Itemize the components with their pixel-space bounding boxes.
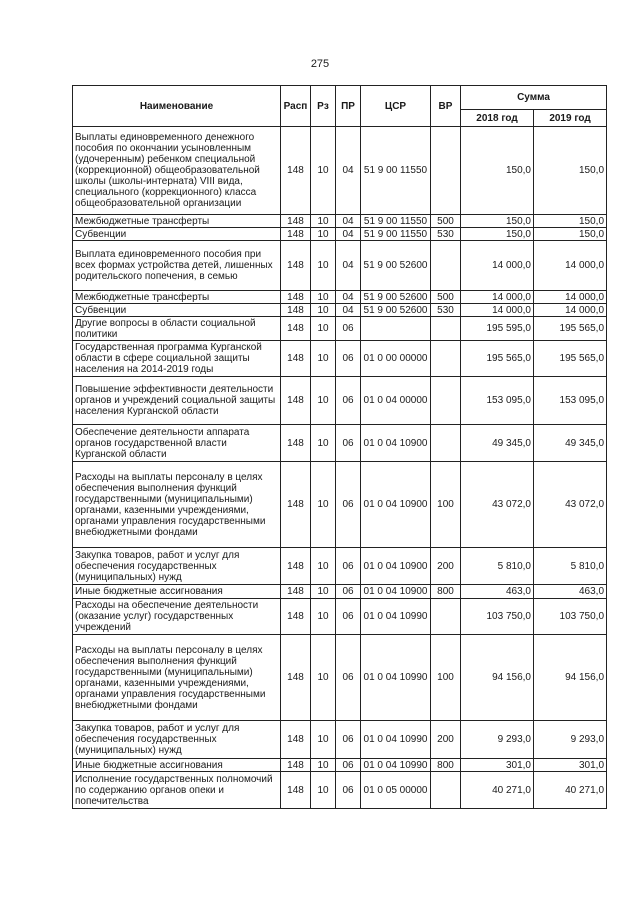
row-name: Государственная программа Курганской области в сфере социальной защиты населения на 2014-2019 годы	[73, 341, 281, 377]
row-rasp: 148	[281, 721, 311, 759]
row-rz: 10	[311, 462, 336, 548]
row-amount-2018: 9 293,0	[461, 721, 534, 759]
row-csr: 01 0 05 00000	[361, 772, 431, 809]
row-amount-2019: 14 000,0	[534, 291, 607, 304]
row-amount-2018: 150,0	[461, 127, 534, 215]
row-csr: 01 0 04 10900	[361, 425, 431, 462]
row-rz: 10	[311, 317, 336, 341]
row-csr: 01 0 04 10990	[361, 635, 431, 721]
row-csr: 51 9 00 52600	[361, 291, 431, 304]
table-row	[73, 317, 607, 341]
row-amount-2018: 301,0	[461, 759, 534, 772]
row-amount-2018: 43 072,0	[461, 462, 534, 548]
row-amount-2019: 301,0	[534, 759, 607, 772]
row-vr: 200	[431, 548, 461, 585]
row-rasp: 148	[281, 599, 311, 635]
row-amount-2018: 14 000,0	[461, 241, 534, 291]
table-row	[73, 635, 607, 721]
row-pr: 06	[336, 341, 361, 377]
row-rz: 10	[311, 635, 336, 721]
row-amount-2018: 5 810,0	[461, 548, 534, 585]
row-pr: 04	[336, 291, 361, 304]
row-pr: 06	[336, 599, 361, 635]
row-pr: 06	[336, 317, 361, 341]
row-rasp: 148	[281, 635, 311, 721]
row-name: Расходы на выплаты персоналу в целях обеспечения выполнения функций государственными (муниципальными) органами, казенными учреждениями, органами управления государственными внебюджетными фондами	[73, 635, 281, 721]
row-rasp: 148	[281, 772, 311, 809]
row-csr: 51 9 00 11550	[361, 127, 431, 215]
table-row	[73, 548, 607, 585]
row-rasp: 148	[281, 341, 311, 377]
table-row	[73, 721, 607, 759]
row-csr: 01 0 04 10900	[361, 462, 431, 548]
table-row	[73, 241, 607, 291]
row-vr: 800	[431, 759, 461, 772]
row-rz: 10	[311, 772, 336, 809]
row-csr: 01 0 04 10990	[361, 759, 431, 772]
row-csr: 01 0 04 10900	[361, 548, 431, 585]
row-rasp: 148	[281, 291, 311, 304]
row-rz: 10	[311, 241, 336, 291]
row-pr: 06	[336, 635, 361, 721]
row-rasp: 148	[281, 759, 311, 772]
row-pr: 06	[336, 462, 361, 548]
table-row	[73, 228, 607, 241]
row-vr	[431, 425, 461, 462]
row-csr: 01 0 04 10900	[361, 585, 431, 599]
row-vr: 530	[431, 304, 461, 317]
row-rz: 10	[311, 228, 336, 241]
row-name: Другие вопросы в области социальной политики	[73, 317, 281, 341]
row-amount-2019: 5 810,0	[534, 548, 607, 585]
row-vr: 100	[431, 462, 461, 548]
row-name: Межбюджетные трансферты	[73, 215, 281, 228]
table-row	[73, 599, 607, 635]
row-vr	[431, 241, 461, 291]
row-vr: 800	[431, 585, 461, 599]
row-amount-2019: 40 271,0	[534, 772, 607, 809]
row-amount-2019: 463,0	[534, 585, 607, 599]
row-amount-2018: 49 345,0	[461, 425, 534, 462]
row-rasp: 148	[281, 425, 311, 462]
header-sum: Сумма	[461, 86, 607, 110]
row-amount-2019: 150,0	[534, 228, 607, 241]
row-csr: 01 0 04 00000	[361, 377, 431, 425]
row-rz: 10	[311, 425, 336, 462]
row-pr: 04	[336, 241, 361, 291]
row-pr: 06	[336, 721, 361, 759]
row-name: Расходы на выплаты персоналу в целях обеспечения выполнения функций государственными (муниципальными) органами, казенными учреждениями, органами управления государственными внебюджетными фондами	[73, 462, 281, 548]
row-name: Выплаты единовременного денежного пособия по окончании усыновленным (удочеренным) ребенком специальной (коррекционной) общеобразовательной школы (школы-интерната) VIII вида, специального (коррекционного) класса общеобразовательной организации	[73, 127, 281, 215]
row-csr: 51 9 00 11550	[361, 228, 431, 241]
row-rasp: 148	[281, 127, 311, 215]
row-vr: 200	[431, 721, 461, 759]
row-amount-2019: 153 095,0	[534, 377, 607, 425]
row-rasp: 148	[281, 228, 311, 241]
row-csr: 51 9 00 52600	[361, 304, 431, 317]
row-amount-2018: 195 565,0	[461, 341, 534, 377]
budget-table	[72, 85, 607, 809]
row-amount-2018: 195 595,0	[461, 317, 534, 341]
row-pr: 04	[336, 228, 361, 241]
table-row	[73, 127, 607, 215]
row-name: Субвенции	[73, 228, 281, 241]
row-rz: 10	[311, 585, 336, 599]
row-rasp: 148	[281, 548, 311, 585]
row-rasp: 148	[281, 241, 311, 291]
row-amount-2019: 103 750,0	[534, 599, 607, 635]
row-rasp: 148	[281, 377, 311, 425]
table-row	[73, 304, 607, 317]
row-name: Закупка товаров, работ и услуг для обеспечения государственных (муниципальных) нужд	[73, 721, 281, 759]
row-amount-2019: 150,0	[534, 127, 607, 215]
row-rasp: 148	[281, 462, 311, 548]
header-vr: ВР	[431, 86, 461, 127]
row-rz: 10	[311, 721, 336, 759]
row-pr: 06	[336, 772, 361, 809]
row-name: Выплата единовременного пособия при всех формах устройства детей, лишенных родительского попечения, в семью	[73, 241, 281, 291]
row-pr: 06	[336, 548, 361, 585]
header-rasp: Расп	[281, 86, 311, 127]
header-csr: ЦСР	[361, 86, 431, 127]
row-amount-2019: 14 000,0	[534, 241, 607, 291]
row-amount-2018: 14 000,0	[461, 304, 534, 317]
table-row	[73, 377, 607, 425]
table-row	[73, 759, 607, 772]
row-vr	[431, 772, 461, 809]
row-amount-2018: 153 095,0	[461, 377, 534, 425]
row-pr: 04	[336, 215, 361, 228]
table-row	[73, 341, 607, 377]
row-name: Исполнение государственных полномочий по содержанию органов опеки и попечительства	[73, 772, 281, 809]
row-vr	[431, 599, 461, 635]
row-name: Межбюджетные трансферты	[73, 291, 281, 304]
header-rz: Рз	[311, 86, 336, 127]
row-rasp: 148	[281, 215, 311, 228]
row-name: Иные бюджетные ассигнования	[73, 585, 281, 599]
table-row	[73, 215, 607, 228]
row-csr: 51 9 00 11550	[361, 215, 431, 228]
row-name: Обеспечение деятельности аппарата органов государственной власти Курганской области	[73, 425, 281, 462]
row-vr: 100	[431, 635, 461, 721]
row-name: Расходы на обеспечение деятельности (оказание услуг) государственных учреждений	[73, 599, 281, 635]
header-name: Наименование	[73, 86, 281, 127]
row-vr	[431, 317, 461, 341]
row-amount-2019: 195 565,0	[534, 341, 607, 377]
row-pr: 04	[336, 304, 361, 317]
row-vr: 530	[431, 228, 461, 241]
row-rz: 10	[311, 548, 336, 585]
row-amount-2018: 14 000,0	[461, 291, 534, 304]
row-amount-2019: 150,0	[534, 215, 607, 228]
row-name: Субвенции	[73, 304, 281, 317]
row-rz: 10	[311, 291, 336, 304]
table-row	[73, 772, 607, 809]
row-csr	[361, 317, 431, 341]
row-pr: 06	[336, 585, 361, 599]
page-number: 275	[310, 58, 330, 70]
row-rasp: 148	[281, 317, 311, 341]
table-row	[73, 462, 607, 548]
header-year-2019: 2019 год	[534, 110, 607, 127]
row-name: Иные бюджетные ассигнования	[73, 759, 281, 772]
row-csr: 01 0 04 10990	[361, 721, 431, 759]
row-rz: 10	[311, 127, 336, 215]
row-pr: 06	[336, 425, 361, 462]
row-amount-2018: 463,0	[461, 585, 534, 599]
row-amount-2018: 94 156,0	[461, 635, 534, 721]
row-rz: 10	[311, 215, 336, 228]
row-vr	[431, 377, 461, 425]
row-rasp: 148	[281, 585, 311, 599]
row-rz: 10	[311, 341, 336, 377]
row-pr: 06	[336, 377, 361, 425]
row-amount-2019: 195 565,0	[534, 317, 607, 341]
row-csr: 01 0 00 00000	[361, 341, 431, 377]
table-row	[73, 425, 607, 462]
row-pr: 04	[336, 127, 361, 215]
header-pr: ПР	[336, 86, 361, 127]
row-pr: 06	[336, 759, 361, 772]
table-row	[73, 291, 607, 304]
row-amount-2019: 14 000,0	[534, 304, 607, 317]
row-rz: 10	[311, 377, 336, 425]
row-amount-2019: 43 072,0	[534, 462, 607, 548]
row-csr: 01 0 04 10990	[361, 599, 431, 635]
row-amount-2018: 150,0	[461, 215, 534, 228]
row-vr	[431, 341, 461, 377]
row-rz: 10	[311, 304, 336, 317]
row-rz: 10	[311, 599, 336, 635]
row-amount-2018: 150,0	[461, 228, 534, 241]
row-csr: 51 9 00 52600	[361, 241, 431, 291]
table-row	[73, 585, 607, 599]
row-rz: 10	[311, 759, 336, 772]
row-amount-2019: 94 156,0	[534, 635, 607, 721]
row-rasp: 148	[281, 304, 311, 317]
row-name: Повышение эффективности деятельности органов и учреждений социальной защиты населения Курганской области	[73, 377, 281, 425]
row-amount-2018: 40 271,0	[461, 772, 534, 809]
row-amount-2019: 9 293,0	[534, 721, 607, 759]
header-year-2018: 2018 год	[461, 110, 534, 127]
row-vr: 500	[431, 291, 461, 304]
row-amount-2019: 49 345,0	[534, 425, 607, 462]
row-vr: 500	[431, 215, 461, 228]
row-amount-2018: 103 750,0	[461, 599, 534, 635]
row-name: Закупка товаров, работ и услуг для обеспечения государственных (муниципальных) нужд	[73, 548, 281, 585]
row-vr	[431, 127, 461, 215]
